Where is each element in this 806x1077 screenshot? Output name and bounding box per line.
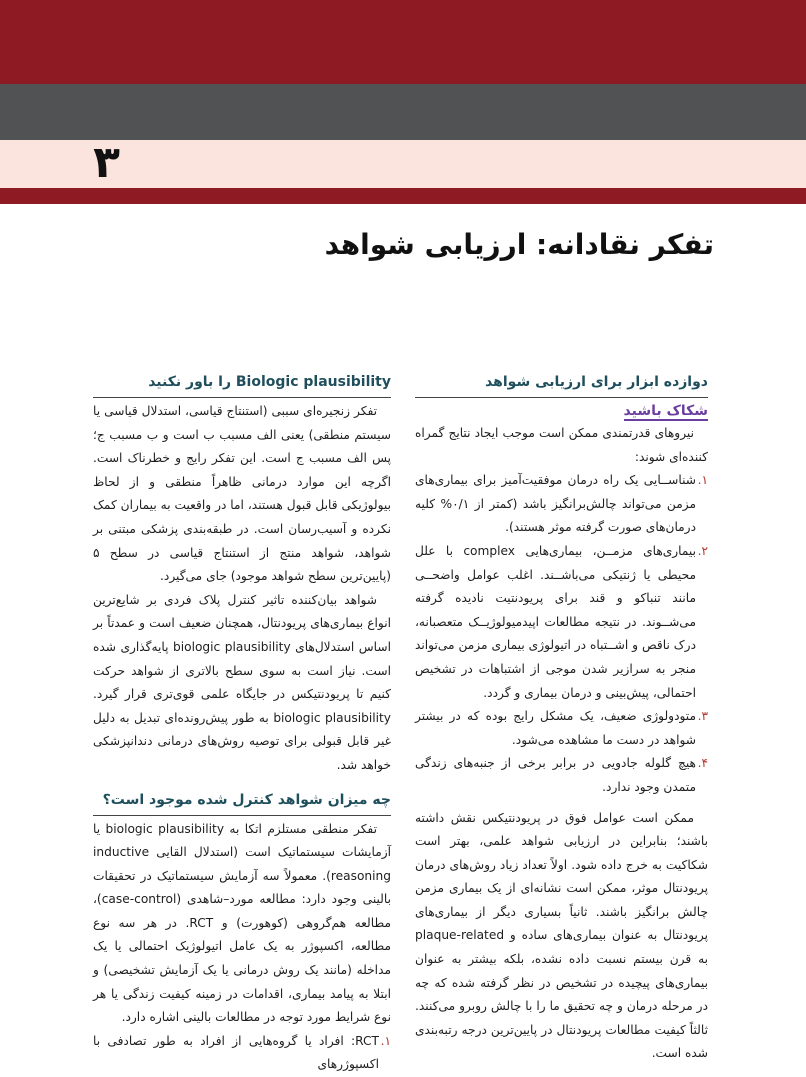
list-item	[93, 1030, 391, 1077]
list-number: ۱.	[697, 473, 708, 488]
closing-paragraph: ممکن است عوامل فوق در پریودنتیکس نقش داشته باشند؛ بنابراین در ارزیابی شواهد علمی، بهتر است شکاکیت به خرج داده شود. اولاً تعداد زیاد روش‌های درمان پریودنتال موثر، ممکن است نشانه‌ای از یک بیماری مزمن چالش برانگیز باشند. ثانیاً بسیاری دیگر از بیماری‌های پریودنتال به عنوان بیماری‌های ساده و plaque‑related به قرن بیستم نسبت داده نشده، بلکه بیشتر به عنوان بیماری‌های پیچیده در تشخیص در نظر گرفته شده که چه در مرحله درمان و چه تحقیق ما را با چالش روبرو می‌کنند. ثالثاً کیفیت مطالعات پریودنتال در پایین‌ترین درجه رتبه‌بندی شده است.	[415, 810, 708, 1061]
list-number: ۴.	[697, 756, 708, 771]
list-number: ۲.	[697, 543, 708, 558]
paragraph: شواهد بیان‌کننده تاثیر کنترل پلاک فردی بر شایع‌ترین انواع بیماری‌های پریودنتال، همچنان ضعیف است و عمدتاً بر اساس استدلال‌های biologic plausibility پایه‌گذاری شده است. نیاز است به سوی سطح بالاتری از شواهد حرکت کنیم تا پریودنتیکس در جایگاه علمی قوی‌تری قرار گیرد. biologic plausibility به طور پیش‌رونده‌ای تبدیل به دلیل غیر قابل قبولی برای توصیه روش‌های درمانی دندانپزشکی خواهد شد.	[93, 592, 391, 772]
chapter-number: ۳	[93, 137, 120, 188]
list-item	[415, 540, 708, 705]
right-column	[415, 370, 708, 1066]
list-item	[415, 469, 708, 540]
chapter-title: تفکر نقادانه: ارزیابی شواهد	[324, 228, 714, 261]
paragraph: تفکر منطقی مستلزم اتکا به biologic plausibility یا آزمایشات سیستماتیک است (استدلال القایی inductive reasoning). معمولاً سه آزمایش سیستماتیک در تحقیقات بالینی وجود دارد: مطالعه مورد–شاهدی (case‑control)، مطالعه هم‌گروهی (کوهورت) و RCT. در هر سه نوع مطالعه، اکسپوژر به یک عامل اتیولوژیک احتمالی یا یک مداخله (مانند یک روش درمانی یا یک آزمایش تشخیصی) و ابتلا به پیامد بیماری، اقدامات در زمینه کیفیت زندگی یا هر نوع شرایط مورد توجه در مطالعات بالینی اشاره دارد.	[93, 821, 391, 1025]
header-chapter-band	[0, 140, 806, 188]
list-text: شناســایی یک راه درمان موفقیت‌آمیز برای بیماری‌های مزمن می‌تواند چالش‌برانگیز باشد (کمتر از ۰/۱% کلیه درمان‌های صورت گرفته موثر هستند).	[415, 473, 696, 535]
list-number: ۱.	[380, 1033, 391, 1048]
list-text: متودولوژی ضعیف، یک مشکل رایج بوده که در بیشتر شواهد در دست ما مشاهده می‌شود.	[415, 709, 696, 747]
paragraph: تفکر زنجیره‌ای سببی (استنتاج قیاسی، استدلال قیاسی یا سیستم منطقی) یعنی الف مسبب ب است و ب مسبب ج؛ پس الف مسبب ج است. این تفکر رایج و خطرناک است. اگرچه این موارد درمانی ظاهراً منطقی و از لحاظ بیولوژیکی قابل قبول هستند، اما در واقعیت به بیماران کمک نکرده و آسیب‌رسان است. در طبقه‌بندی پزشکی مبتنی بر شواهد، شواهد منتج از استنتاج قیاسی در سطح ۵ (پایین‌ترین سطح شواهد موجود) جای می‌گیرد.	[93, 404, 391, 584]
list-number: ۳.	[697, 709, 708, 724]
list-text: RCT: افراد یا گروه‌هایی از افراد به طور تصادفی با اکسپوژرهای	[93, 1033, 379, 1072]
header-bottom-band	[0, 188, 806, 204]
header-top-band	[0, 0, 806, 84]
list-text: هیچ گلوله جادویی در برابر برخی از جنبه‌های زندگی متمدن وجود ندارد.	[415, 756, 696, 794]
list-item	[415, 752, 708, 799]
header-gray-band	[0, 84, 806, 140]
left-column	[93, 370, 391, 1077]
subheading-be-skeptical: شکاک باشید	[623, 403, 708, 419]
intro-paragraph: نیروهای قدرتمندی ممکن است موجب ایجاد نتایج گمراه کننده‌ای شوند:	[415, 426, 708, 464]
section-heading-controlled-evidence: چه میزان شواهد کنترل شده موجود است؟	[93, 788, 391, 816]
list-item	[415, 705, 708, 752]
list-text: بیماری‌های مزمــن، بیماری‌هایی complex با علل محیطی یا ژنتیکی می‌باشــند. اغلب عوامل واضحــی مانند تنباکو و قند برای پریودنتیت نادیده گرفته می‌شــوند. در نتیجه مطالعات اپیدمیولوژیــک متعصبانه، درک ناقص و اشــتباه در اتیولوژی بیماری مزمن می‌تواند منجر به سرازیر شدن موجی از اشتباهات در تشخیص احتمالی، پیش‌بینی و درمان بیماری و گردد.	[415, 543, 697, 700]
section-heading-plausibility: Biologic plausibility را باور نکنید	[93, 370, 391, 398]
section-heading-tools: دوازده ابزار برای ارزیابی شواهد	[415, 370, 708, 398]
